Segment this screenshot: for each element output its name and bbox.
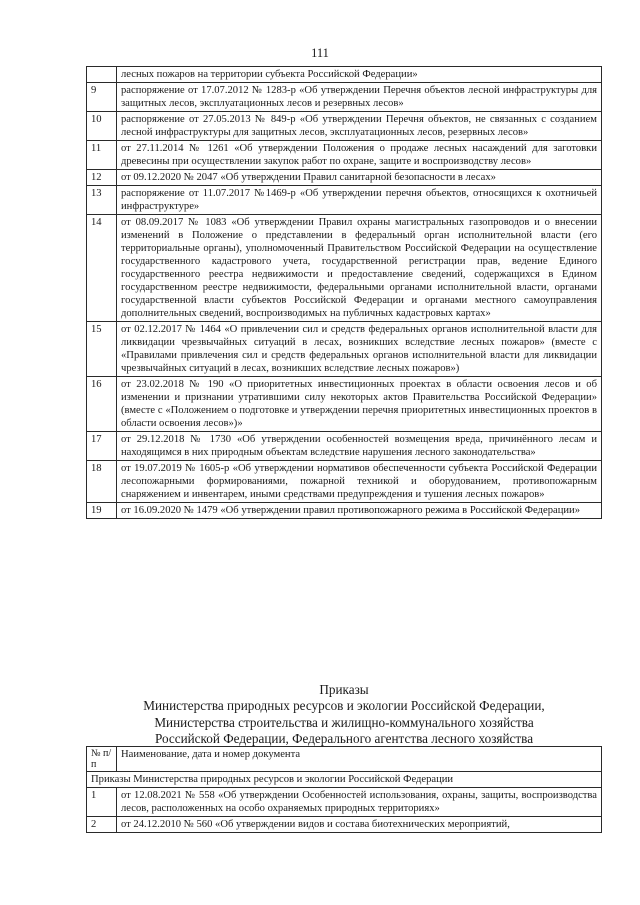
row-number: 11 [87, 141, 117, 170]
table-row [87, 215, 602, 322]
row-number: 10 [87, 112, 117, 141]
column-header-number: № п/п [87, 747, 117, 772]
row-text: от 09.12.2020 № 2047 «Об утверждении Правил санитарной безопасности в лесах» [117, 170, 602, 186]
table-row [87, 186, 602, 215]
table-row [87, 817, 602, 833]
row-text: распоряжение от 27.05.2013 № 849-р «Об утверждении Перечня объектов, не связанных с созданием лесной инфраструктуры для защитных лесов, эксплуатационных лесов, резервных лесов» [117, 112, 602, 141]
section-heading [86, 682, 602, 747]
page-number: 111 [311, 46, 329, 60]
section-title: Приказы Министерства природных ресурсов и экологии Российской Федерации [87, 772, 602, 788]
row-text: от 08.09.2017 № 1083 «Об утверждении Правил охраны магистральных газопроводов и о внесении изменений в Положение о представлении в федеральный орган исполнительной власти (его территориальные органы), уполномоченный Правительством Российской Федерации на осуществление государственного кадастрового учета, государственной регистрации прав, ведение Единого государственного реестра недвижимости и предоставление сведений, содержащихся в Едином государственном реестре недвижимости, федеральными органами исполнительной власти, органами государственной власти субъектов Российской Федерации и органами местного самоуправления дополнительных сведений, воспроизводимых на публичных кадастровых картах» [117, 215, 602, 322]
row-number: 18 [87, 461, 117, 503]
row-text: от 24.12.2010 № 560 «Об утверждении видов и состава биотехнических мероприятий, [117, 817, 602, 833]
table-header-row [87, 747, 602, 772]
row-number: 17 [87, 432, 117, 461]
row-number: 16 [87, 377, 117, 432]
row-text: распоряжение от 17.07.2012 № 1283-р «Об утверждении Перечня объектов лесной инфраструктуры для защитных лесов, эксплуатационных лесов и резервных лесов» [117, 83, 602, 112]
row-number: 2 [87, 817, 117, 833]
heading-line-3: Министерства строительства и жилищно-коммунального хозяйства [154, 714, 534, 730]
row-number: 12 [87, 170, 117, 186]
row-number: 9 [87, 83, 117, 112]
table-row [87, 377, 602, 432]
row-text: от 16.09.2020 № 1479 «Об утверждении правил противопожарного режима в Российской Федерации» [117, 503, 602, 519]
row-number: 14 [87, 215, 117, 322]
table-row [87, 503, 602, 519]
row-text: от 12.08.2021 № 558 «Об утверждении Особенностей использования, охраны, защиты, воспроизводства лесов, расположенных на особо охраняемых природных территориях» [117, 788, 602, 817]
orders-table [86, 746, 602, 833]
table-row [87, 788, 602, 817]
row-text: лесных пожаров на территории субъекта Российской Федерации» [117, 67, 602, 83]
table-row [87, 112, 602, 141]
row-text: от 02.12.2017 № 1464 «О привлечении сил и средств федеральных органов исполнительной власти для ликвидации чрезвычайных ситуаций в лесах, возникших вследствие лесных пожаров» (вместе с «Правилами привлечения сил и средств федеральных органов исполнительной власти для ликвидации чрезвычайных ситуаций в лесах, возникших вследствие лесных пожаров») [117, 322, 602, 377]
table-row [87, 461, 602, 503]
table-row [87, 83, 602, 112]
table-row [87, 141, 602, 170]
row-text: от 27.11.2014 № 1261 «Об утверждении Положения о продаже лесных насаждений для заготовки древесины при осуществлении закупок работ по охране, защите и воспроизводству лесов» [117, 141, 602, 170]
row-text: от 29.12.2018 № 1730 «Об утверждении особенностей возмещения вреда, причинённого лесам и находящимся в них природным объектам вследствие нарушения лесного законодательства» [117, 432, 602, 461]
row-text: от 19.07.2019 № 1605-р «Об утверждении нормативов обеспеченности субъекта Российской Федерации лесопожарными формированиями, пожарной техникой и оборудованием, противопожарным снаряжением и инвентарем, иными средствами предупреждения и тушения лесных пожаров» [117, 461, 602, 503]
row-text: распоряжение от 11.07.2017 №1469-р «Об утверждении перечня объектов, относящихся к охотничьей инфраструктуре» [117, 186, 602, 215]
column-header-title: Наименование, дата и номер документа [117, 747, 602, 772]
row-number: 13 [87, 186, 117, 215]
heading-line-4: Российской Федерации, Федерального агентства лесного хозяйства [154, 730, 534, 746]
heading-line-1: Приказы [319, 682, 369, 697]
table-row [87, 432, 602, 461]
row-number: 15 [87, 322, 117, 377]
heading-line-2: Министерства природных ресурсов и экологии Российской Федерации, [143, 698, 545, 714]
row-text: от 23.02.2018 № 190 «О приоритетных инвестиционных проектах в области освоения лесов и об изменении и признании утратившими силу некоторых актов Правительства Российской Федерации» (вместе с «Положением о подготовке и утверждении перечня приоритетных инвестиционных проектов в области освоения лесов»)» [117, 377, 602, 432]
table-row [87, 170, 602, 186]
regulations-table [86, 66, 602, 519]
table-row [87, 322, 602, 377]
section-row [87, 772, 602, 788]
table-row [87, 67, 602, 83]
row-number: 19 [87, 503, 117, 519]
row-number [87, 67, 117, 83]
row-number: 1 [87, 788, 117, 817]
